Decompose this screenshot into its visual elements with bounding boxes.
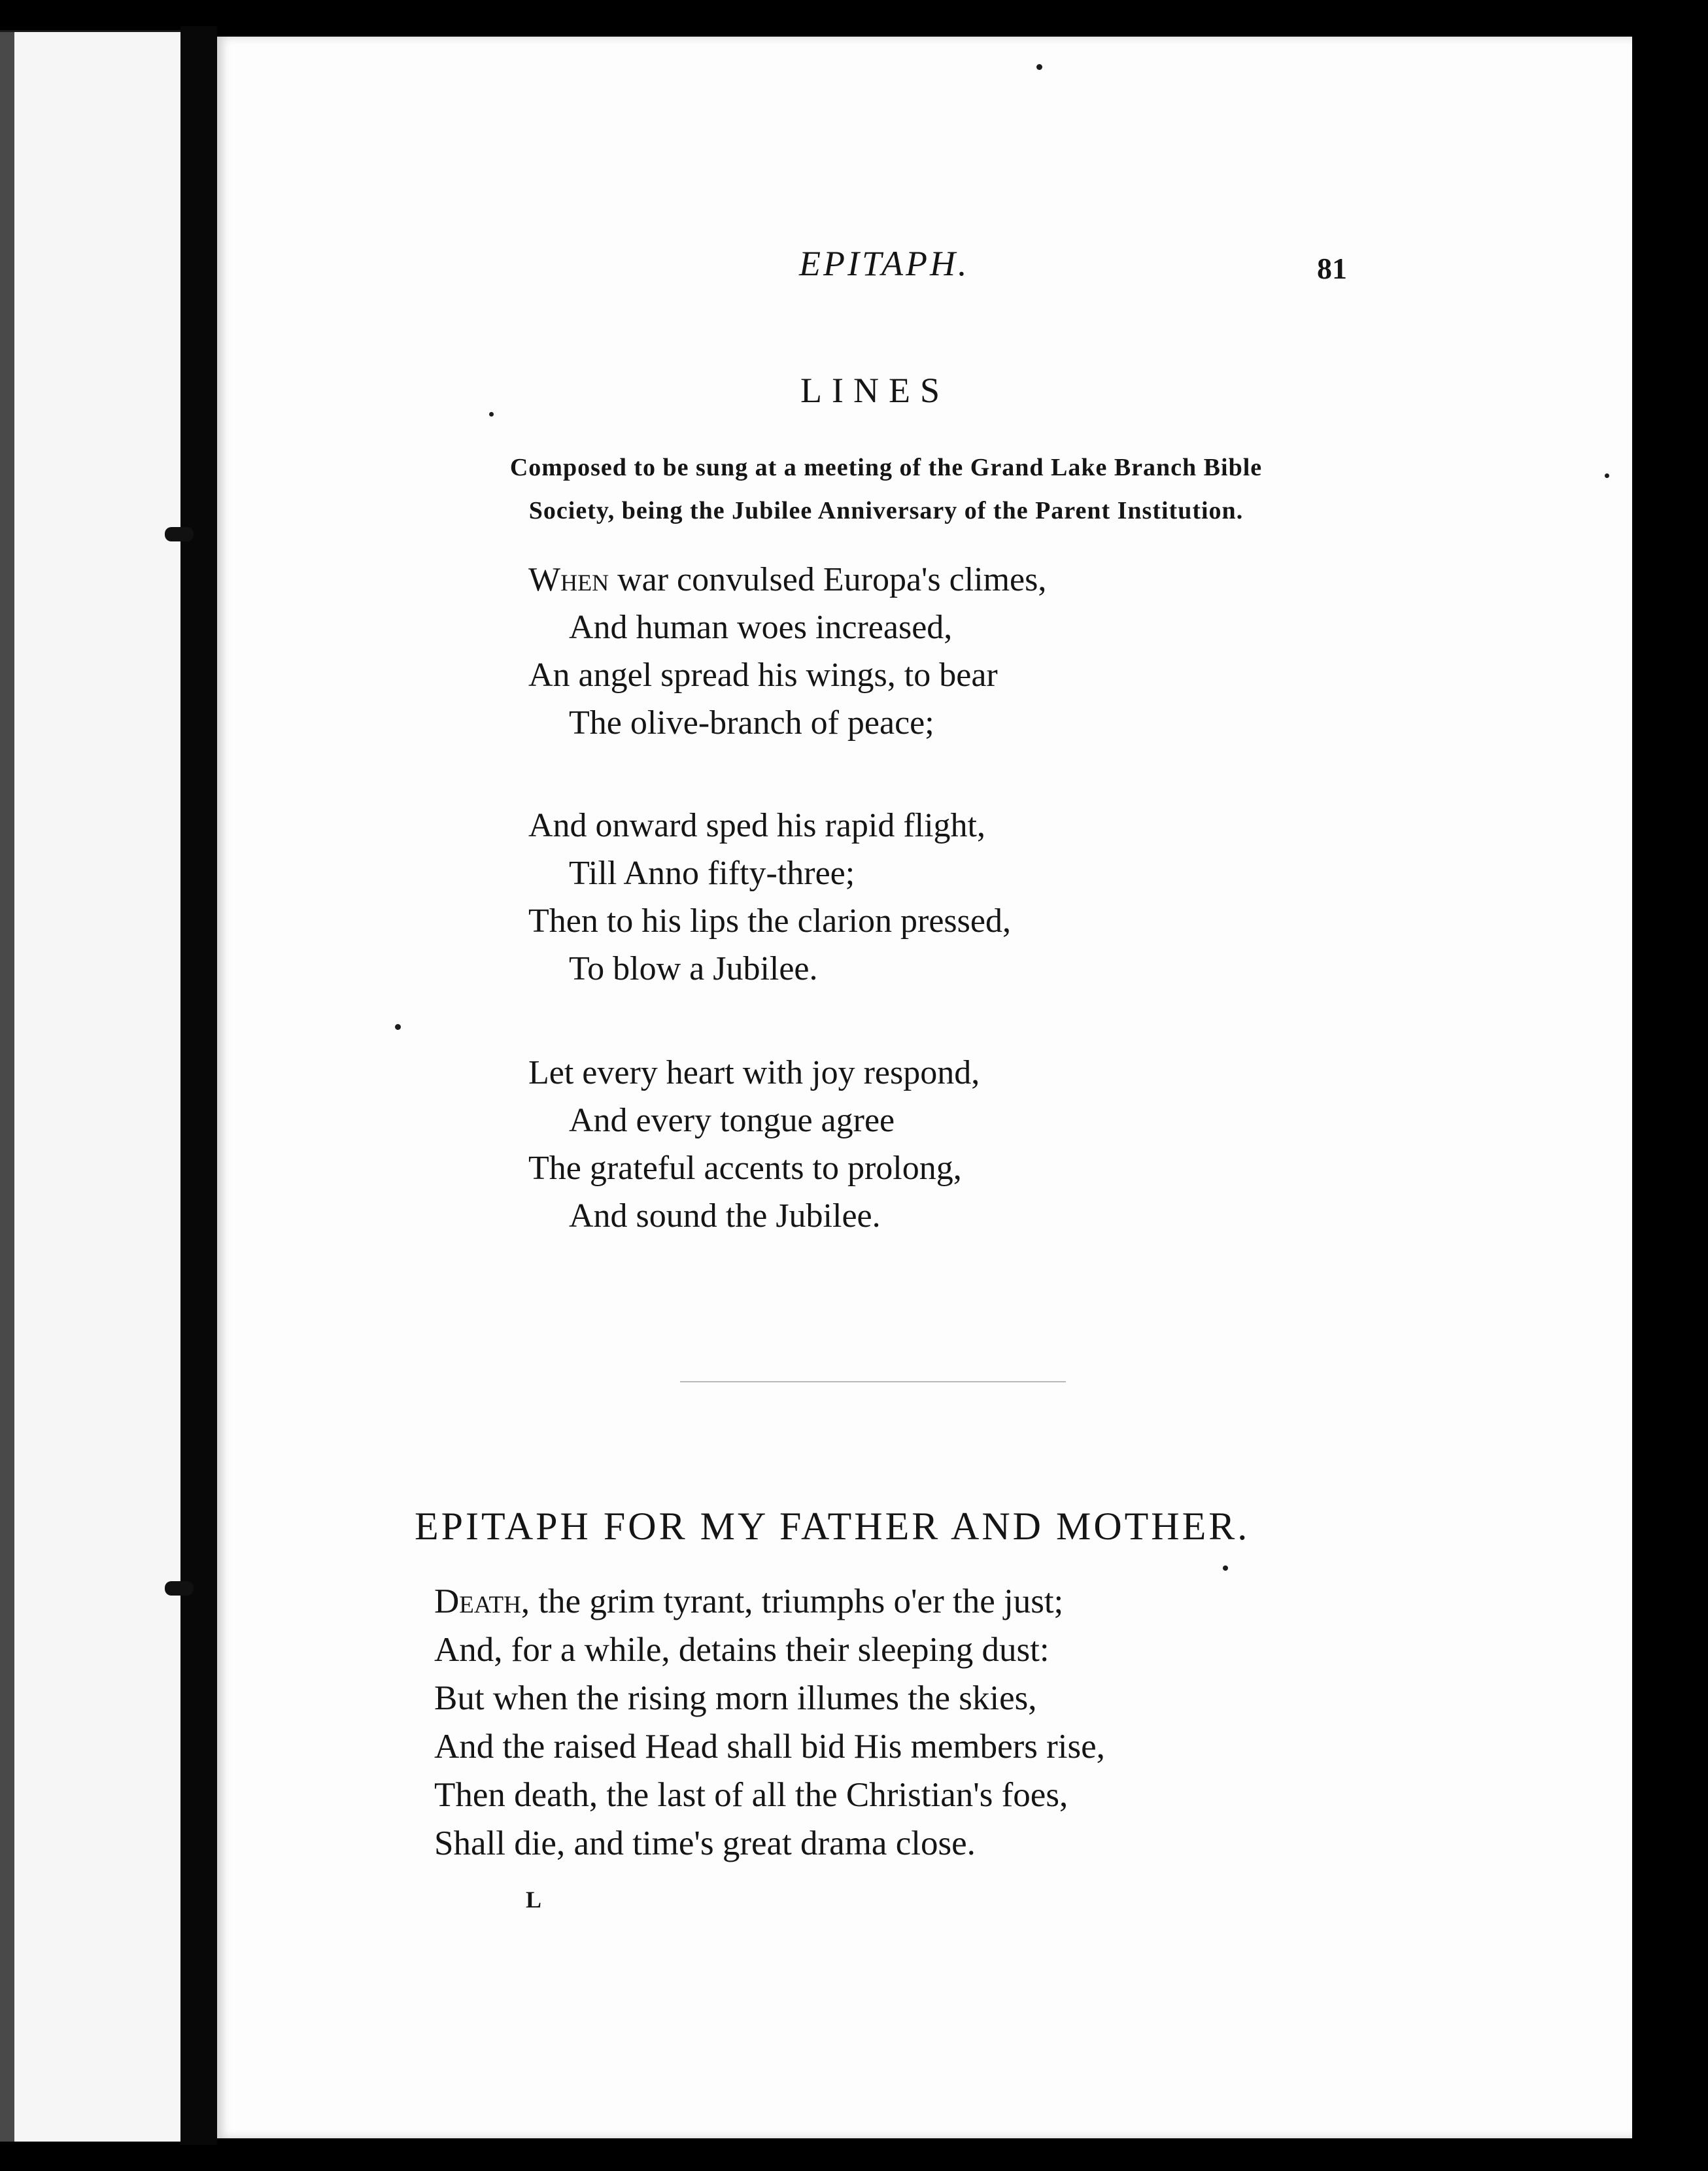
ink-speck xyxy=(489,412,494,417)
poem-line: Till Anno fifty-three; xyxy=(569,855,855,892)
epitaph-line: Shall die, and time's great drama close. xyxy=(434,1824,976,1862)
running-head: EPITAPH. xyxy=(799,244,970,283)
epitaph-line: And the raised Head shall bid His members rise, xyxy=(434,1728,1105,1766)
epitaph-title: EPITAPH FOR MY FATHER AND MOTHER. xyxy=(415,1505,1250,1548)
epitaph-line: But when the rising morn illumes the skies, xyxy=(434,1679,1037,1717)
facing-page-shadow xyxy=(0,32,14,2142)
poem-line: The grateful accents to prolong, xyxy=(528,1150,962,1187)
ink-speck xyxy=(395,1024,401,1030)
poem-line: And onward sped his rapid flight, xyxy=(528,807,986,844)
poem-line: Then to his lips the clarion pressed, xyxy=(528,902,1011,940)
poem-line xyxy=(528,556,1378,604)
stanza xyxy=(528,802,1378,993)
subtitle-line: Society, being the Jubilee Anniversary of the Parent Institution. xyxy=(528,497,1244,524)
poem-line: An angel spread his wings, to bear xyxy=(528,657,998,694)
binding-stitch xyxy=(165,1581,194,1596)
poem-line: The olive-branch of peace; xyxy=(569,704,934,742)
section-divider xyxy=(680,1381,1066,1382)
epitaph-line xyxy=(434,1577,1350,1626)
subtitle-line: Composed to be sung at a meeting of the Grand Lake Branch Bible xyxy=(509,454,1263,481)
stanza xyxy=(528,556,1378,747)
ink-speck xyxy=(1605,473,1609,478)
line-text: war convulsed Europa's climes, xyxy=(609,561,1047,598)
poem-subtitle xyxy=(399,446,1373,532)
epitaph-line: Then death, the last of all the Christian's foes, xyxy=(434,1776,1068,1814)
poem-title: LINES xyxy=(800,371,949,410)
ink-speck xyxy=(1036,64,1042,70)
drop-word: When xyxy=(528,561,609,598)
drop-word: Death xyxy=(434,1582,521,1620)
signature-initial: L xyxy=(526,1887,542,1913)
poem-line: And sound the Jubilee. xyxy=(569,1197,881,1235)
poem-line: And human woes increased, xyxy=(569,609,953,646)
book-binding xyxy=(180,26,217,2145)
binding-stitch xyxy=(165,527,194,541)
facing-page-edge xyxy=(0,30,180,2142)
scan-border xyxy=(1632,26,1708,2145)
epitaph-line: And, for a while, detains their sleeping dust: xyxy=(434,1631,1050,1669)
epitaph-body xyxy=(434,1577,1350,1868)
poem-line: To blow a Jubilee. xyxy=(569,950,818,987)
line-text: , the grim tyrant, triumphs o'er the just; xyxy=(521,1582,1064,1620)
page-number: 81 xyxy=(1317,252,1347,285)
poem-line: Let every heart with joy respond, xyxy=(528,1054,980,1091)
ink-speck xyxy=(1223,1565,1228,1571)
stanza xyxy=(528,1049,1378,1240)
poem-line: And every tongue agree xyxy=(569,1102,895,1139)
